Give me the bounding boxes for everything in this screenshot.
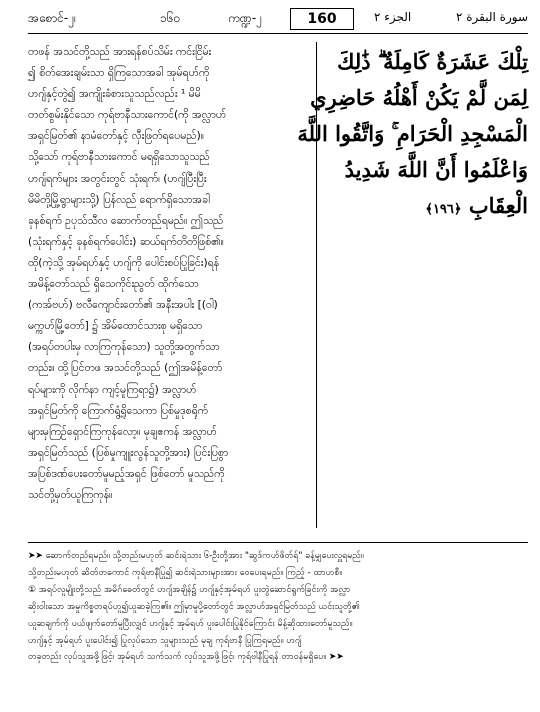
surah-label: سورة البقرة ٢ <box>455 10 528 24</box>
footnote-line: တခုတည်း လုပ်သူအဖို့ဖြင့်၊ အုမ်ရဟ် သက်သက် လုပ်သူအဖို့ဖြင့်၊ ကုရ်ဗါနီပြုရန် တာဝန်မရှိပေ။ ➤➤ <box>28 652 344 663</box>
footnote-rule <box>28 542 528 543</box>
translation-line: အရှင်မြတ်ကို ကြောက်ရွံ့ရိုသေကာ ပြစ်မှုဒုစရိုက် <box>28 404 208 417</box>
footnotes <box>28 548 528 666</box>
footnote-line: ဟဂျ်နှင့် အုမ်ရဟ် ပူးပေါင်း၍ ပြုလုပ်သော သူများသည် မုချ ကုရ်ဗာနီ ပြုကြရမည်။ ဟဂျ် <box>28 635 302 646</box>
translation-line: ဟဂျ်နှင့်တွဲ၍ အကျိုးခံစားသူသည်လည်း ¹ မိမိ <box>28 88 201 101</box>
page-number-myanmar: ၁၆၀ <box>160 11 181 25</box>
arabic-line-last <box>326 188 528 228</box>
header-rule <box>28 33 528 34</box>
translation-line: အမိန့်တော်သည် ရှိသေကိုင်းညွတ် ထိုက်သော <box>28 278 199 291</box>
translation-line: (သုံးရက်နှင့် ခုနစ်ရက်ပေါင်း) ဆယ်ရက်တိတိဖြစ်၏။ <box>28 235 224 248</box>
chapter-label: အစောင်-၂၊ <box>28 11 76 25</box>
translation-line: ရပ်များကို လိုက်နာ ကျင့်မူကြရာ၌) အလ္လာဟ် <box>28 383 197 396</box>
translation-line: မိမိတို့မြို့ရွာများသို့) ပြန်လည် ရောက်ရှိသောအခါ <box>28 193 210 206</box>
translation-line: တည်း။ ထို့ပြင်တဖ အသင်တို့သည် (ဤအမိန့်တော် <box>28 362 223 375</box>
page-header <box>28 8 528 30</box>
translation-line: ထို(ကဲ့သို့ အုမ်ရဟ်နှင့် ဟဂျ်ကို ပေါင်းစပ်ပြုခြင်း)ရန် <box>28 256 220 269</box>
translation-line: တတ်စွမ်းနိုင်သော ကုရ်ဗာနီသားကောင်(ကို အလ္လာဟ် <box>28 109 227 122</box>
hizb-label: ကဏ္ဍ-၂ <box>228 11 263 25</box>
translation-line: (အရပ်တပါးမှ လာကြကုန်သော) သူတို့အတွက်သာ <box>28 341 220 354</box>
footnote-line: သို့တည်းမဟုတ် ဆိတ်တကောင် ကုရ်ဗာနီပြု၍ ဆင်းရဲသားများအား ဝေပေးရမည်။ ကြည့် - ထာဟစီ။ <box>28 567 343 578</box>
footnote-line: ဆိုးဝါးသော အမှုကိစ္စတရပ်ဟူ၍ယူဆခဲ့ကြ၏။ ဤမှာမူပို့တော်တွင် အလ္လာဟ်အရှင်မြတ်သည် ယင်းသူတို့၏ <box>28 601 360 612</box>
translation-line: အပြစ်ဒဏ်ပေးတော်မူမည့်အရှင် ဖြစ်တော် မူသည်ကို <box>28 467 225 480</box>
arabic-line: تِلْكَ عَشَرَةٌ كَامِلَةٌ ۗ ذَٰلِكَ <box>337 49 528 74</box>
translation-line: ဟဂျ်ရက်များ အတွင်းတွင် သုံးရက်၊ (ဟဂျ်ပြီးပြီး <box>28 172 207 185</box>
translation-line: သို့သော် ကုရ်ဗာနီသားကောင် မရရှိသောသူသည် <box>28 151 210 164</box>
footnote-line: ① အရပ်လူမျိုးတို့သည် အမိဂ်ဓေတ်တွင် ဟဂျ်အချိန်၌ ဟဂျ်နှင့်အုမ်ရဟ် ပူးတွဲဆောင်ရွက်ခြင်းကို အလ္လာ <box>28 584 351 595</box>
translation-line: အရှင်မြတ်သည် (ပြစ်မှုကျူးလွန်သူတို့အား) ပြင်းပြစွာ <box>28 446 229 459</box>
arabic-line: الْعِقَابِ <box>468 193 528 218</box>
translation-line: အရှင်မြတ်၏ နာမံတော်နှင့် လှီးဖြတ်ရပေမည်)။ <box>28 130 204 143</box>
translation-line: မက္ကဟ်မြို့တော်] ၌ အိမ်ထောင်သားစု မရှိသော <box>28 320 203 333</box>
translation-line: (ကအ်ဗဟ်) ဗလီကျောင်းတော်၏ အနီးအပါး [(ဝါ) <box>28 299 218 312</box>
translation-line: များမှကြဉ်ရှောင်ကြကုန်လော့။ မုချဧကန် အလ္လာဟ် <box>28 425 217 438</box>
page-number-box: 160 <box>290 8 354 30</box>
translation-line: တဖန် အသင်တို့သည် အားရန်စပ်သိမ်း ကင်းငြိမ်း <box>28 46 212 58</box>
translation-column <box>28 42 306 506</box>
translation-line: ခုနစ်ရက် ဥပုသ်သီလ ဆောက်တည်ရမည်။ ဤသည် <box>28 214 224 227</box>
arabic-line: لِمَن لَّمْ يَكُنْ أَهْلُهُ حَاضِرِي <box>310 85 528 110</box>
arabic-verse-column <box>297 44 528 228</box>
footnote-line: ➤➤ ဆောက်တည်ရမည်။ သို့တည်းမဟုတ် ဆင်းရဲသား ၆-ဦးတို့အား "ဆွဒ်ကဟ်ဖိတ်ရ်" ခန့်မျှပေးလှူရမည်။ <box>28 551 364 561</box>
translation-line: ၍ စိတ်အေးချမ်းသာ ရှိကြသောအခါ အုမ်ရဟ်ကို <box>28 67 210 80</box>
footnote-line: ယူဆချက်ကို ပယ်ဖျက်တော်မူပြီးလျှင် ဟဂျ်နှင့် အုမ်ရဟ် ပူးပေါင်းပြုနိုင်ကြောင်း မိန့်ဆိုထားတော်မူသည်။ <box>28 618 353 629</box>
ayah-number-marker: ﴿١٩٦﴾ <box>425 202 462 217</box>
translation-line: သင်တို့မှတ်ယူကြကုန်။ <box>28 488 113 501</box>
juz-label: الجزء ٢ <box>374 10 412 24</box>
main-content <box>28 42 528 534</box>
arabic-line: الْمَسْجِدِ الْحَرَامِ ۚ وَاتَّقُوا اللَّهَ <box>297 121 528 146</box>
arabic-line: وَاعْلَمُوا أَنَّ اللَّهَ شَدِيدُ <box>344 157 528 182</box>
